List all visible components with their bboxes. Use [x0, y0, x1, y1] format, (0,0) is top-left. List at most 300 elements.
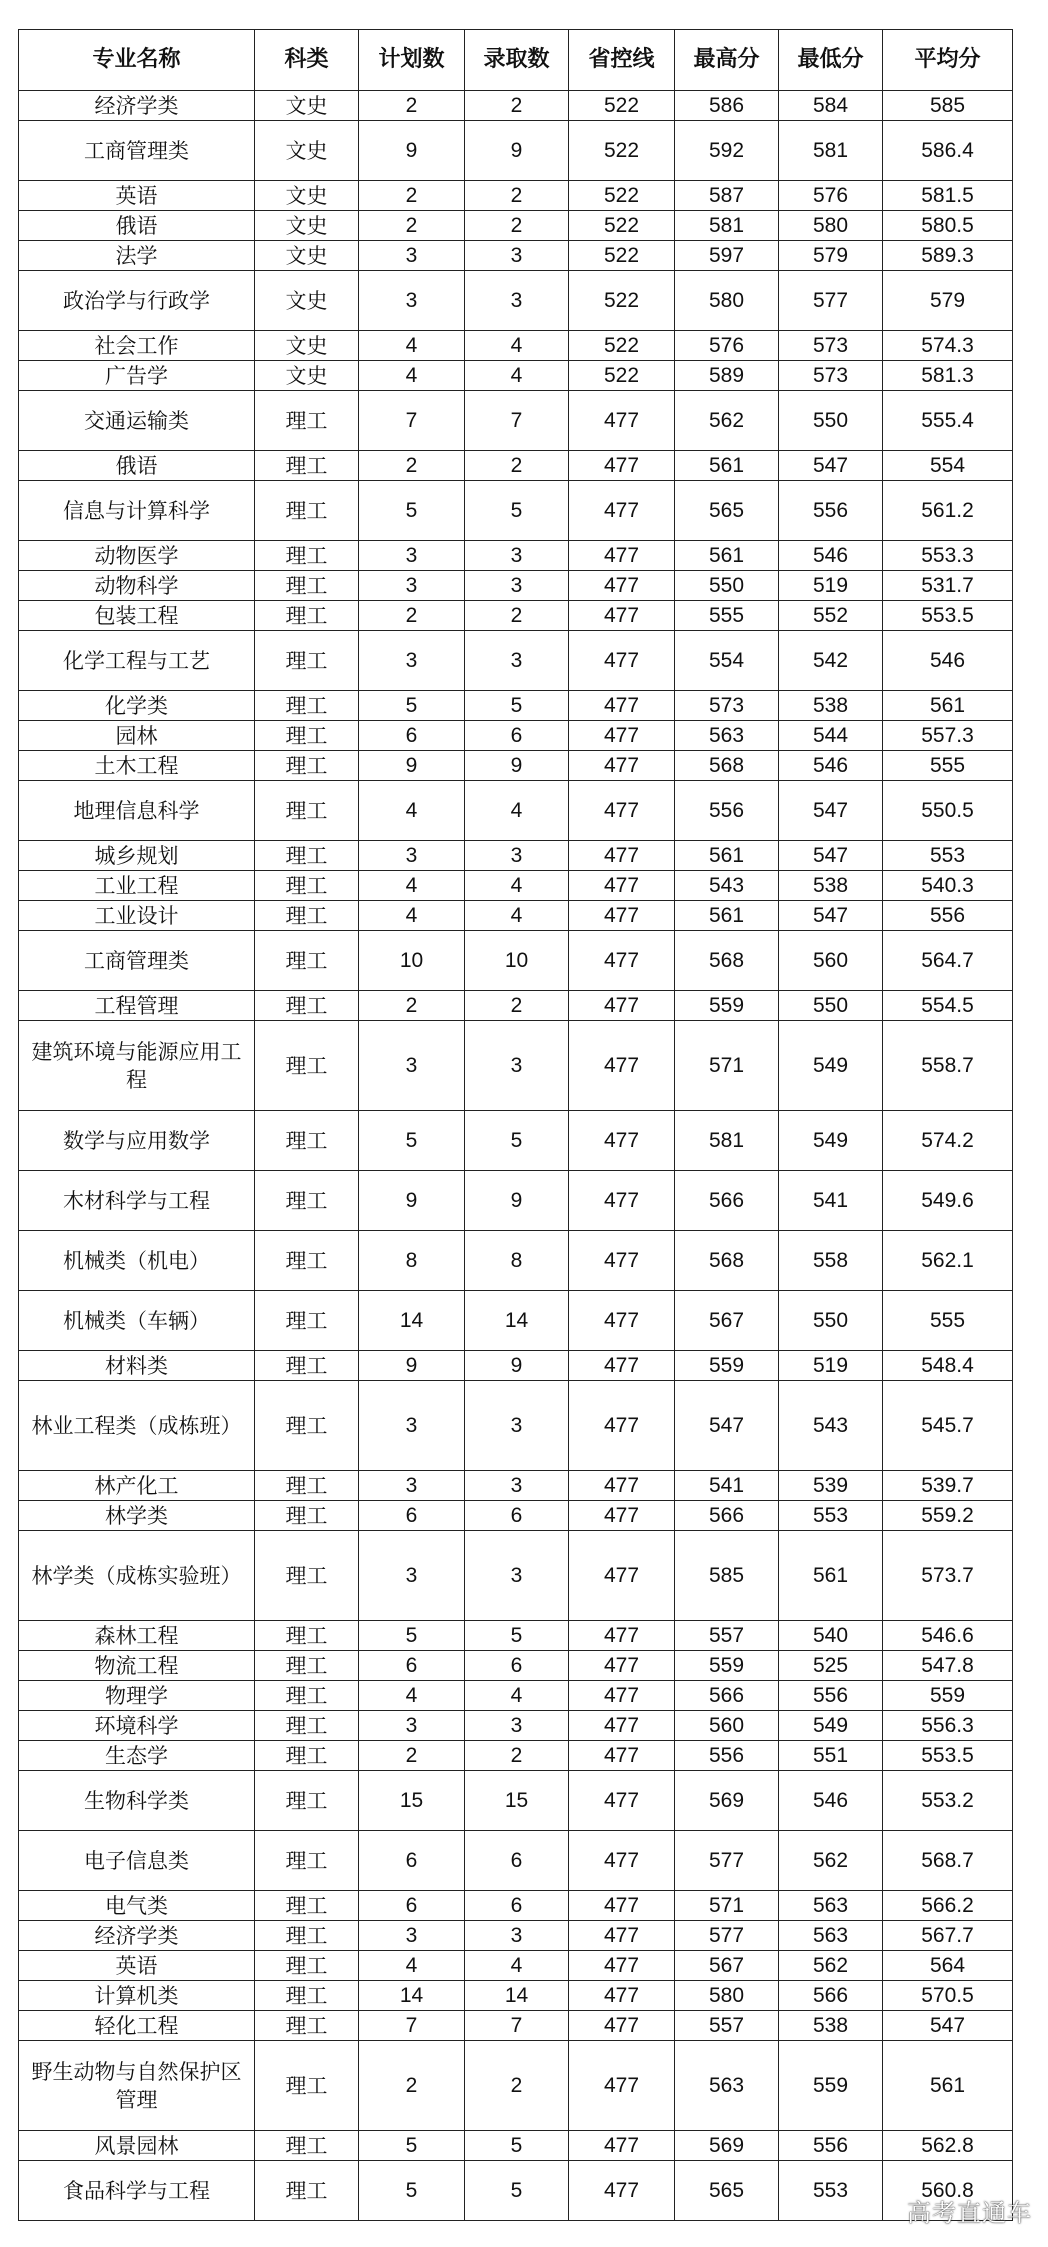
cell-category: 理工 — [255, 2011, 359, 2041]
cell-min-score: 549 — [779, 1111, 883, 1171]
cell-major-name: 生态学 — [19, 1741, 255, 1771]
table-row — [19, 481, 1013, 541]
table-row — [19, 331, 1013, 361]
cell-max-score: 585 — [675, 1531, 779, 1621]
cell-category: 理工 — [255, 931, 359, 991]
cell-category: 理工 — [255, 1351, 359, 1381]
cell-admitted-count: 2 — [465, 601, 569, 631]
table-row — [19, 211, 1013, 241]
cell-avg-score: 559 — [883, 1681, 1013, 1711]
table-row — [19, 241, 1013, 271]
cell-max-score: 568 — [675, 1231, 779, 1291]
cell-major-name: 工商管理类 — [19, 931, 255, 991]
table-header-row — [19, 30, 1013, 91]
table-row — [19, 1981, 1013, 2011]
cell-min-score: 546 — [779, 1771, 883, 1831]
cell-category: 理工 — [255, 1531, 359, 1621]
cell-plan-count: 3 — [359, 1531, 465, 1621]
cell-max-score: 580 — [675, 271, 779, 331]
cell-avg-score: 567.7 — [883, 1921, 1013, 1951]
cell-min-score: 556 — [779, 481, 883, 541]
cell-admitted-count: 3 — [465, 631, 569, 691]
cell-category: 理工 — [255, 601, 359, 631]
cell-min-score: 560 — [779, 931, 883, 991]
cell-major-name: 林学类（成栋实验班） — [19, 1531, 255, 1621]
table-row — [19, 991, 1013, 1021]
cell-category: 理工 — [255, 691, 359, 721]
cell-plan-count: 2 — [359, 991, 465, 1021]
cell-category: 文史 — [255, 241, 359, 271]
cell-avg-score: 562.8 — [883, 2131, 1013, 2161]
cell-plan-count: 3 — [359, 841, 465, 871]
cell-category: 理工 — [255, 1021, 359, 1111]
cell-plan-count: 3 — [359, 271, 465, 331]
cell-plan-count: 3 — [359, 541, 465, 571]
cell-max-score: 566 — [675, 1681, 779, 1711]
cell-control-line: 477 — [569, 751, 675, 781]
cell-control-line: 477 — [569, 1951, 675, 1981]
cell-major-name: 木材科学与工程 — [19, 1171, 255, 1231]
cell-admitted-count: 3 — [465, 1471, 569, 1501]
cell-plan-count: 5 — [359, 481, 465, 541]
cell-major-name: 材料类 — [19, 1351, 255, 1381]
cell-max-score: 581 — [675, 1111, 779, 1171]
cell-avg-score: 564 — [883, 1951, 1013, 1981]
cell-plan-count: 14 — [359, 1981, 465, 2011]
cell-category: 文史 — [255, 331, 359, 361]
cell-major-name: 动物科学 — [19, 571, 255, 601]
cell-plan-count: 4 — [359, 901, 465, 931]
table-row — [19, 1621, 1013, 1651]
cell-min-score: 581 — [779, 121, 883, 181]
cell-min-score: 550 — [779, 391, 883, 451]
cell-avg-score: 553.3 — [883, 541, 1013, 571]
cell-major-name: 森林工程 — [19, 1621, 255, 1651]
cell-min-score: 584 — [779, 91, 883, 121]
cell-min-score: 573 — [779, 361, 883, 391]
cell-min-score: 538 — [779, 691, 883, 721]
cell-major-name: 食品科学与工程 — [19, 2161, 255, 2221]
cell-max-score: 586 — [675, 91, 779, 121]
cell-min-score: 563 — [779, 1921, 883, 1951]
cell-category: 文史 — [255, 181, 359, 211]
cell-avg-score: 558.7 — [883, 1021, 1013, 1111]
cell-control-line: 477 — [569, 1351, 675, 1381]
cell-category: 文史 — [255, 91, 359, 121]
cell-min-score: 525 — [779, 1651, 883, 1681]
cell-control-line: 477 — [569, 721, 675, 751]
cell-admitted-count: 4 — [465, 331, 569, 361]
cell-admitted-count: 3 — [465, 1381, 569, 1471]
cell-admitted-count: 15 — [465, 1771, 569, 1831]
cell-avg-score: 555 — [883, 751, 1013, 781]
cell-control-line: 477 — [569, 541, 675, 571]
cell-plan-count: 3 — [359, 1381, 465, 1471]
cell-control-line: 477 — [569, 991, 675, 1021]
cell-major-name: 土木工程 — [19, 751, 255, 781]
cell-major-name: 机械类（车辆） — [19, 1291, 255, 1351]
cell-plan-count: 3 — [359, 1921, 465, 1951]
cell-max-score: 576 — [675, 331, 779, 361]
cell-min-score: 539 — [779, 1471, 883, 1501]
cell-max-score: 577 — [675, 1921, 779, 1951]
cell-avg-score: 585 — [883, 91, 1013, 121]
cell-category: 理工 — [255, 541, 359, 571]
table-row — [19, 1471, 1013, 1501]
cell-min-score: 559 — [779, 2041, 883, 2131]
cell-major-name: 野生动物与自然保护区管理 — [19, 2041, 255, 2131]
cell-min-score: 547 — [779, 781, 883, 841]
table-row — [19, 1291, 1013, 1351]
cell-avg-score: 581.5 — [883, 181, 1013, 211]
cell-plan-count: 15 — [359, 1771, 465, 1831]
cell-control-line: 477 — [569, 2161, 675, 2221]
cell-admitted-count: 10 — [465, 931, 569, 991]
cell-max-score: 580 — [675, 1981, 779, 2011]
cell-control-line: 522 — [569, 271, 675, 331]
cell-control-line: 477 — [569, 601, 675, 631]
cell-plan-count: 3 — [359, 1021, 465, 1111]
table-row — [19, 721, 1013, 751]
cell-max-score: 577 — [675, 1831, 779, 1891]
cell-admitted-count: 6 — [465, 1891, 569, 1921]
cell-admitted-count: 3 — [465, 841, 569, 871]
cell-min-score: 544 — [779, 721, 883, 751]
cell-plan-count: 8 — [359, 1231, 465, 1291]
cell-control-line: 477 — [569, 1531, 675, 1621]
cell-avg-score: 580.5 — [883, 211, 1013, 241]
cell-admitted-count: 9 — [465, 751, 569, 781]
table-row — [19, 541, 1013, 571]
cell-major-name: 俄语 — [19, 451, 255, 481]
table-row — [19, 841, 1013, 871]
cell-min-score: 538 — [779, 2011, 883, 2041]
table-row — [19, 901, 1013, 931]
cell-avg-score: 556 — [883, 901, 1013, 931]
cell-max-score: 581 — [675, 211, 779, 241]
table-row — [19, 1951, 1013, 1981]
cell-admitted-count: 6 — [465, 721, 569, 751]
cell-min-score: 550 — [779, 1291, 883, 1351]
cell-min-score: 547 — [779, 451, 883, 481]
cell-plan-count: 4 — [359, 1681, 465, 1711]
table-row — [19, 1891, 1013, 1921]
cell-category: 理工 — [255, 1111, 359, 1171]
cell-avg-score: 554 — [883, 451, 1013, 481]
cell-plan-count: 9 — [359, 1351, 465, 1381]
cell-control-line: 477 — [569, 931, 675, 991]
cell-admitted-count: 9 — [465, 1171, 569, 1231]
cell-control-line: 477 — [569, 481, 675, 541]
cell-category: 理工 — [255, 2161, 359, 2221]
cell-plan-count: 7 — [359, 2011, 465, 2041]
cell-major-name: 建筑环境与能源应用工程 — [19, 1021, 255, 1111]
cell-control-line: 477 — [569, 1891, 675, 1921]
cell-avg-score: 553 — [883, 841, 1013, 871]
cell-admitted-count: 6 — [465, 1651, 569, 1681]
cell-plan-count: 3 — [359, 631, 465, 691]
table-row — [19, 181, 1013, 211]
table-row — [19, 1651, 1013, 1681]
cell-plan-count: 4 — [359, 331, 465, 361]
cell-min-score: 553 — [779, 1501, 883, 1531]
cell-max-score: 569 — [675, 2131, 779, 2161]
cell-category: 理工 — [255, 1771, 359, 1831]
cell-admitted-count: 2 — [465, 91, 569, 121]
cell-plan-count: 4 — [359, 361, 465, 391]
cell-admitted-count: 2 — [465, 991, 569, 1021]
cell-admitted-count: 9 — [465, 1351, 569, 1381]
cell-plan-count: 2 — [359, 2041, 465, 2131]
cell-admitted-count: 3 — [465, 241, 569, 271]
cell-avg-score: 574.3 — [883, 331, 1013, 361]
cell-avg-score: 560.8 — [883, 2161, 1013, 2221]
cell-min-score: 561 — [779, 1531, 883, 1621]
cell-category: 理工 — [255, 1471, 359, 1501]
cell-max-score: 567 — [675, 1291, 779, 1351]
cell-admitted-count: 7 — [465, 2011, 569, 2041]
cell-admitted-count: 4 — [465, 901, 569, 931]
cell-plan-count: 3 — [359, 241, 465, 271]
table-row — [19, 1771, 1013, 1831]
cell-control-line: 477 — [569, 571, 675, 601]
cell-max-score: 571 — [675, 1021, 779, 1111]
cell-control-line: 522 — [569, 181, 675, 211]
table-row — [19, 871, 1013, 901]
cell-category: 理工 — [255, 901, 359, 931]
cell-admitted-count: 3 — [465, 541, 569, 571]
cell-max-score: 541 — [675, 1471, 779, 1501]
cell-major-name: 工程管理 — [19, 991, 255, 1021]
cell-major-name: 俄语 — [19, 211, 255, 241]
cell-major-name: 电子信息类 — [19, 1831, 255, 1891]
cell-major-name: 城乡规划 — [19, 841, 255, 871]
cell-plan-count: 14 — [359, 1291, 465, 1351]
cell-max-score: 566 — [675, 1501, 779, 1531]
cell-avg-score: 539.7 — [883, 1471, 1013, 1501]
cell-category: 理工 — [255, 1741, 359, 1771]
cell-min-score: 549 — [779, 1711, 883, 1741]
cell-control-line: 477 — [569, 1741, 675, 1771]
cell-plan-count: 9 — [359, 751, 465, 781]
cell-category: 文史 — [255, 211, 359, 241]
cell-admitted-count: 5 — [465, 2161, 569, 2221]
cell-min-score: 562 — [779, 1951, 883, 1981]
cell-category: 理工 — [255, 1951, 359, 1981]
cell-plan-count: 5 — [359, 1621, 465, 1651]
cell-category: 理工 — [255, 1381, 359, 1471]
table-row — [19, 271, 1013, 331]
cell-control-line: 477 — [569, 1111, 675, 1171]
cell-major-name: 政治学与行政学 — [19, 271, 255, 331]
cell-category: 理工 — [255, 1681, 359, 1711]
cell-control-line: 477 — [569, 1621, 675, 1651]
cell-major-name: 风景园林 — [19, 2131, 255, 2161]
cell-control-line: 477 — [569, 1771, 675, 1831]
cell-admitted-count: 3 — [465, 271, 569, 331]
cell-min-score: 556 — [779, 2131, 883, 2161]
cell-admitted-count: 2 — [465, 1741, 569, 1771]
table-row — [19, 1531, 1013, 1621]
cell-admitted-count: 2 — [465, 451, 569, 481]
table-row — [19, 781, 1013, 841]
cell-category: 理工 — [255, 1171, 359, 1231]
cell-max-score: 592 — [675, 121, 779, 181]
cell-avg-score: 546.6 — [883, 1621, 1013, 1651]
cell-admitted-count: 4 — [465, 781, 569, 841]
cell-category: 理工 — [255, 391, 359, 451]
cell-category: 理工 — [255, 1981, 359, 2011]
cell-min-score: 543 — [779, 1381, 883, 1471]
table-row — [19, 91, 1013, 121]
cell-control-line: 477 — [569, 1171, 675, 1231]
cell-major-name: 生物科学类 — [19, 1771, 255, 1831]
cell-category: 理工 — [255, 1831, 359, 1891]
cell-min-score: 519 — [779, 571, 883, 601]
cell-max-score: 557 — [675, 1621, 779, 1651]
cell-min-score: 546 — [779, 751, 883, 781]
table-row — [19, 1231, 1013, 1291]
cell-avg-score: 561.2 — [883, 481, 1013, 541]
cell-category: 理工 — [255, 1651, 359, 1681]
cell-max-score: 559 — [675, 1651, 779, 1681]
cell-plan-count: 4 — [359, 1951, 465, 1981]
table-row — [19, 1921, 1013, 1951]
cell-major-name: 社会工作 — [19, 331, 255, 361]
cell-admitted-count: 14 — [465, 1291, 569, 1351]
cell-max-score: 561 — [675, 541, 779, 571]
cell-plan-count: 6 — [359, 1831, 465, 1891]
cell-admitted-count: 3 — [465, 1921, 569, 1951]
cell-admitted-count: 3 — [465, 1711, 569, 1741]
table-row — [19, 2161, 1013, 2221]
cell-max-score: 565 — [675, 2161, 779, 2221]
table-row — [19, 2041, 1013, 2131]
cell-admitted-count: 3 — [465, 1021, 569, 1111]
table-row — [19, 1351, 1013, 1381]
cell-max-score: 561 — [675, 451, 779, 481]
cell-max-score: 555 — [675, 601, 779, 631]
cell-control-line: 477 — [569, 871, 675, 901]
cell-max-score: 554 — [675, 631, 779, 691]
cell-category: 理工 — [255, 481, 359, 541]
cell-category: 理工 — [255, 781, 359, 841]
cell-min-score: 546 — [779, 541, 883, 571]
cell-max-score: 556 — [675, 781, 779, 841]
cell-avg-score: 573.7 — [883, 1531, 1013, 1621]
cell-major-name: 广告学 — [19, 361, 255, 391]
cell-avg-score: 553.5 — [883, 1741, 1013, 1771]
table-row — [19, 571, 1013, 601]
table-row — [19, 1381, 1013, 1471]
header-min-score: 最低分 — [779, 30, 883, 91]
cell-max-score: 561 — [675, 841, 779, 871]
cell-avg-score: 561 — [883, 2041, 1013, 2131]
cell-category: 理工 — [255, 1711, 359, 1741]
cell-major-name: 林学类 — [19, 1501, 255, 1531]
cell-max-score: 561 — [675, 901, 779, 931]
cell-avg-score: 586.4 — [883, 121, 1013, 181]
cell-admitted-count: 3 — [465, 1531, 569, 1621]
cell-control-line: 477 — [569, 841, 675, 871]
cell-admitted-count: 4 — [465, 1681, 569, 1711]
cell-category: 文史 — [255, 361, 359, 391]
cell-control-line: 477 — [569, 1921, 675, 1951]
cell-min-score: 573 — [779, 331, 883, 361]
cell-plan-count: 6 — [359, 1501, 465, 1531]
cell-max-score: 569 — [675, 1771, 779, 1831]
cell-min-score: 577 — [779, 271, 883, 331]
cell-plan-count: 3 — [359, 1471, 465, 1501]
cell-min-score: 547 — [779, 901, 883, 931]
cell-plan-count: 4 — [359, 871, 465, 901]
cell-avg-score: 549.6 — [883, 1171, 1013, 1231]
cell-plan-count: 5 — [359, 1111, 465, 1171]
table-row — [19, 361, 1013, 391]
cell-category: 理工 — [255, 2131, 359, 2161]
cell-category: 理工 — [255, 1921, 359, 1951]
table-row — [19, 751, 1013, 781]
cell-max-score: 559 — [675, 991, 779, 1021]
cell-plan-count: 2 — [359, 181, 465, 211]
cell-control-line: 477 — [569, 1471, 675, 1501]
cell-avg-score: 574.2 — [883, 1111, 1013, 1171]
cell-plan-count: 2 — [359, 91, 465, 121]
cell-control-line: 477 — [569, 1651, 675, 1681]
cell-avg-score: 553.5 — [883, 601, 1013, 631]
table-row — [19, 1171, 1013, 1231]
table-row — [19, 2011, 1013, 2041]
cell-plan-count: 2 — [359, 211, 465, 241]
cell-max-score: 587 — [675, 181, 779, 211]
header-category: 科类 — [255, 30, 359, 91]
cell-control-line: 477 — [569, 391, 675, 451]
table-row — [19, 1021, 1013, 1111]
cell-max-score: 568 — [675, 751, 779, 781]
cell-admitted-count: 5 — [465, 691, 569, 721]
cell-max-score: 543 — [675, 871, 779, 901]
cell-avg-score: 579 — [883, 271, 1013, 331]
cell-min-score: 576 — [779, 181, 883, 211]
cell-admitted-count: 5 — [465, 1621, 569, 1651]
table-row — [19, 1741, 1013, 1771]
cell-major-name: 英语 — [19, 181, 255, 211]
table-row — [19, 1111, 1013, 1171]
cell-category: 理工 — [255, 2041, 359, 2131]
cell-control-line: 477 — [569, 1231, 675, 1291]
table-row — [19, 931, 1013, 991]
cell-control-line: 477 — [569, 901, 675, 931]
cell-min-score: 541 — [779, 1171, 883, 1231]
cell-control-line: 477 — [569, 1381, 675, 1471]
cell-min-score: 547 — [779, 841, 883, 871]
table-row — [19, 1681, 1013, 1711]
cell-avg-score: 581.3 — [883, 361, 1013, 391]
table-row — [19, 391, 1013, 451]
cell-major-name: 信息与计算科学 — [19, 481, 255, 541]
cell-category: 理工 — [255, 871, 359, 901]
cell-major-name: 计算机类 — [19, 1981, 255, 2011]
cell-category: 理工 — [255, 1291, 359, 1351]
cell-max-score: 589 — [675, 361, 779, 391]
table-row — [19, 2131, 1013, 2161]
cell-category: 理工 — [255, 1621, 359, 1651]
cell-plan-count: 2 — [359, 451, 465, 481]
cell-min-score: 519 — [779, 1351, 883, 1381]
cell-avg-score: 531.7 — [883, 571, 1013, 601]
cell-admitted-count: 4 — [465, 871, 569, 901]
cell-avg-score: 550.5 — [883, 781, 1013, 841]
